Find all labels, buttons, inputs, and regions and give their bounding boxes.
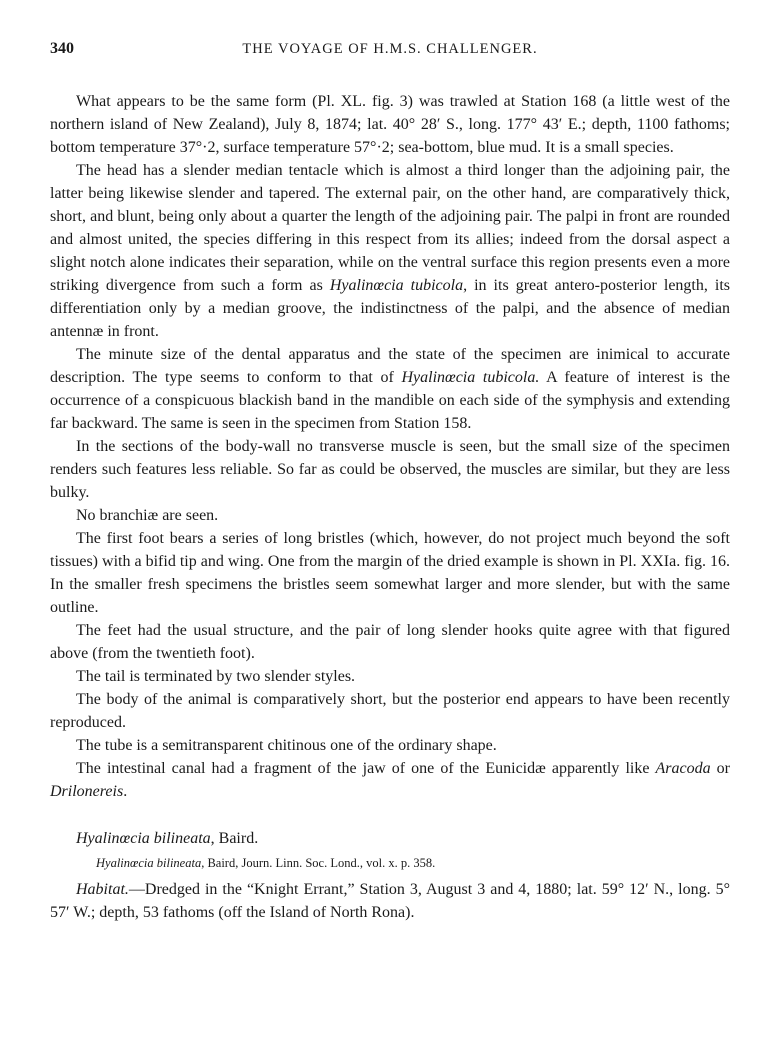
text-run: A feature of interest is the occurrence of a conspicuous blackish band in the mandible on each side of the symphysis and extending far backward. The same is seen in the specimen from Station 158. xyxy=(50,369,730,432)
text-run: . xyxy=(123,783,128,800)
paragraph-intestinal xyxy=(50,757,730,803)
paragraph-body-wall: In the sections of the body-wall no transverse muscle is seen, but the small size of the specimen renders such features less reliable. So far as could be observed, the muscles are similar, but they are less bulky. xyxy=(50,438,730,501)
page-number: 340 xyxy=(50,40,74,57)
paragraph-head xyxy=(50,159,730,343)
habitat-label: Habitat. xyxy=(76,881,129,898)
species-heading xyxy=(76,827,730,850)
species-author: , Baird. xyxy=(210,830,259,847)
paragraph-feet: The feet had the usual structure, and the pair of long slender hooks quite agree with that figured above (from the twentieth foot). xyxy=(50,622,730,662)
species-reference xyxy=(96,854,730,872)
paragraph-tail: The tail is terminated by two slender styles. xyxy=(76,668,356,685)
running-title: THE VOYAGE OF H.M.S. CHALLENGER. xyxy=(242,41,538,57)
reference-citation: , Baird, Journ. Linn. Soc. Lond., vol. x. p. 358. xyxy=(201,856,436,870)
paragraph-habitat xyxy=(50,878,730,924)
paragraph-branchiae: No branchiæ are seen. xyxy=(76,507,219,524)
paragraph-station: What appears to be the same form (Pl. XL. fig. 3) was trawled at Station 168 (a little west of the northern island of New Zealand), July 8, 1874; lat. 40° 28′ S., long. 177° 43′ E.; depth, 1100 fathoms; bottom temperature 37°·2, surface temperature 57°·2; sea-bottom, blue mud. It is a small species. xyxy=(50,93,730,156)
text-run: The minute size of the dental apparatus and the state of the specimen are inimical to accurate description. The type seems to conform to that of xyxy=(50,346,730,386)
text-run: , in its great antero-posterior length, its differentiation only by a median groove, the indistinctness of the palpi, and the absence of median antennæ in front. xyxy=(50,277,730,340)
page xyxy=(50,40,730,924)
text-run: The head has a slender median tentacle which is almost a third longer than the adjoining pair, the latter being likewise slender and tapered. The external pair, on the other hand, are comparatively thick, short, and blunt, being only about a quarter the length of the adjoining pair. The palpi in front are rounded and almost united, the species differing in this respect from its allies; indeed from the dorsal aspect a slight notch alone indicates their separation, while on the ventral surface this region presents even a more striking divergence from such a form as xyxy=(50,162,730,294)
habitat-text: —Dredged in the “Knight Errant,” Station 3, August 3 and 4, 1880; lat. 59° 12′ N., long. 5° 57′ W.; depth, 53 fathoms (off the Island of North Rona). xyxy=(50,881,730,921)
taxon-name: Drilonereis xyxy=(50,783,124,800)
paragraph-body: The body of the animal is comparatively short, but the posterior end appears to have been recently reproduced. xyxy=(50,691,730,731)
page-header xyxy=(50,40,730,68)
paragraph-tube: The tube is a semitransparent chitinous one of the ordinary shape. xyxy=(76,737,497,754)
text-run: The intestinal canal had a fragment of the jaw of one of the Eunicidæ apparently like xyxy=(76,760,656,777)
text-run: or xyxy=(710,760,731,777)
taxon-name: Aracoda xyxy=(655,760,711,777)
reference-taxon: Hyalinœcia bilineata xyxy=(96,856,202,870)
taxon-name: Hyalinœcia tubicola. xyxy=(401,369,540,386)
paragraph-dental xyxy=(50,343,730,435)
paragraph-first-foot: The first foot bears a series of long bristles (which, however, do not project much beyond the soft tissues) with a bifid tip and wing. One from the margin of the dried example is shown in Pl. XXIa. fig. 16. In the smaller fresh specimens the bristles seem somewhat larger and more slender, but with the same outline. xyxy=(50,530,730,616)
taxon-name: Hyalinœcia tubicola xyxy=(329,277,464,294)
species-name: Hyalinœcia bilineata xyxy=(76,830,211,847)
